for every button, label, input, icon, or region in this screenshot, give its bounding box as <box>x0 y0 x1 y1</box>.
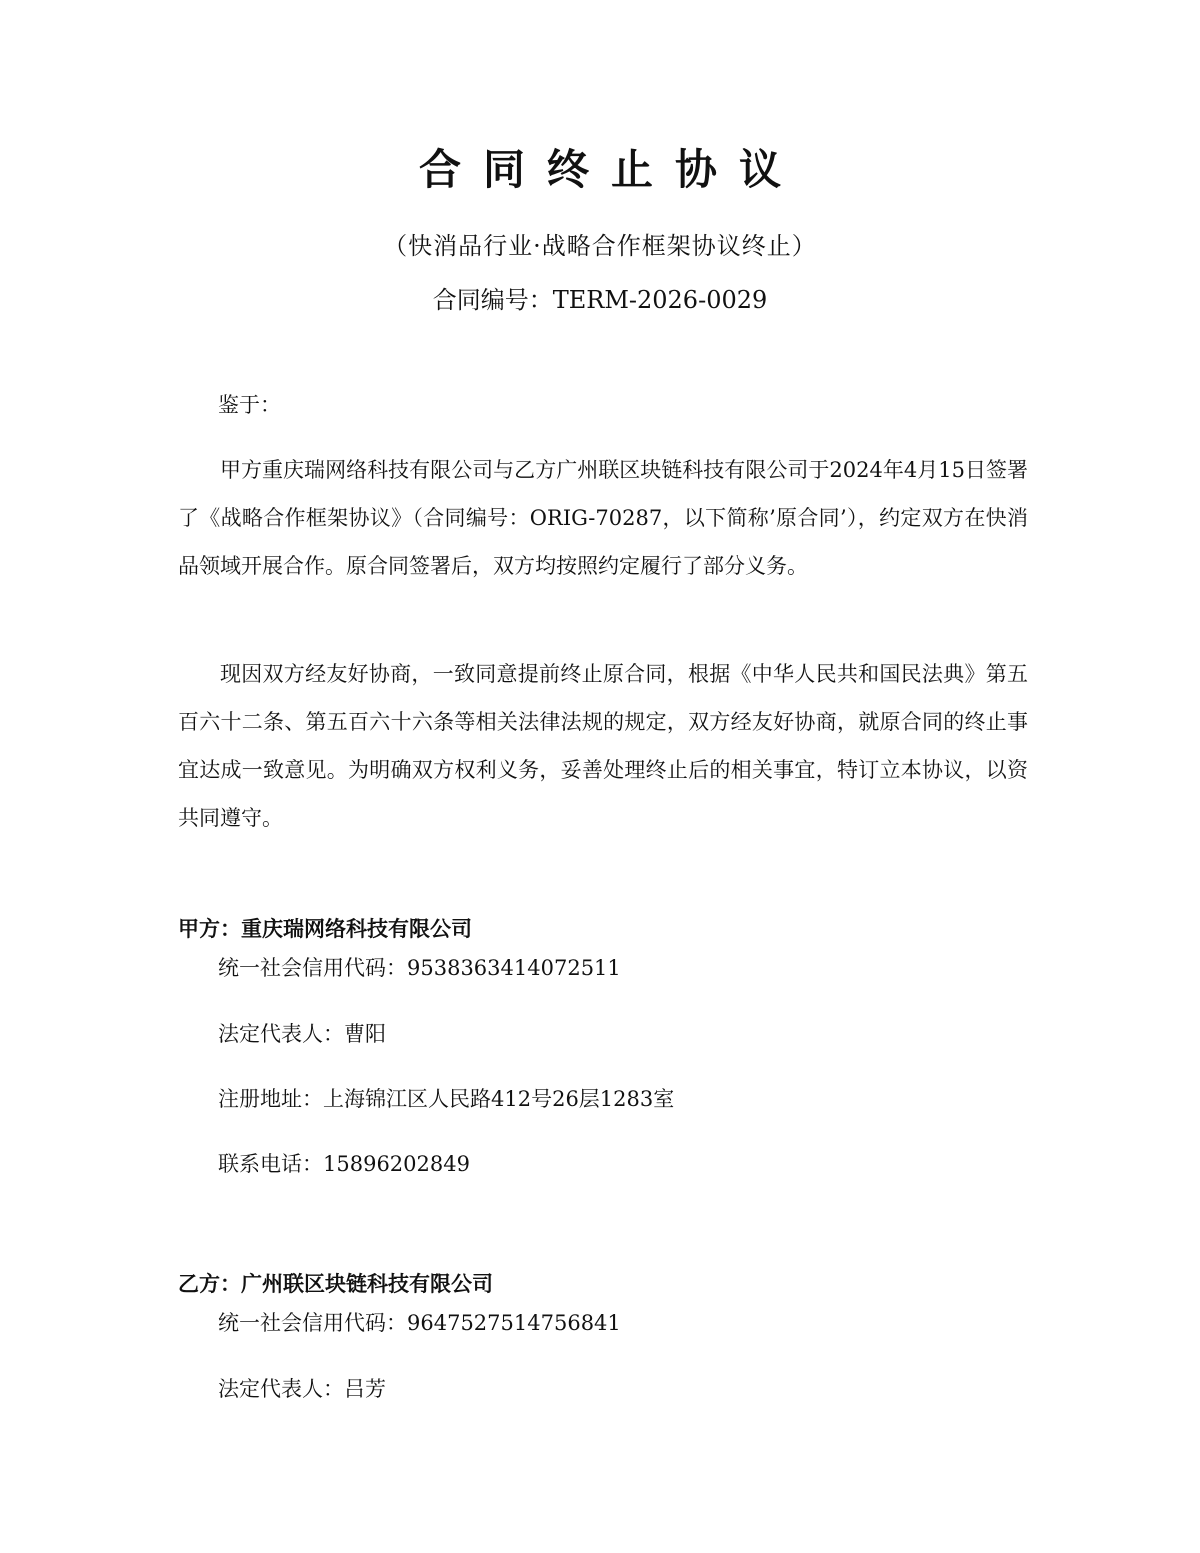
party-a-address: 注册地址：上海锦江区人民路412号26层1283室 <box>218 1087 675 1111</box>
party-b-heading: 乙方：广州联区块链科技有限公司 <box>178 1272 493 1296</box>
party-b-credit-code: 统一社会信用代码：9647527514756841 <box>218 1311 621 1335</box>
recital-paragraph-2: 现因双方经友好协商，一致同意提前终止原合同，根据《中华人民共和国民法典》第五百六十二条、第五百六十六条等相关法律法规的规定，双方经友好协商，就原合同的终止事宜达成一致意见。为明确双方权利义务，妥善处理终止后的相关事宜，特订立本协议，以资共同遵守。 <box>178 662 1028 830</box>
party-a-legal-representative: 法定代表人：曹阳 <box>218 1022 386 1046</box>
document-subtitle: （快消品行业·战略合作框架协议终止） <box>383 232 817 260</box>
party-b-legal-representative: 法定代表人：吕芳 <box>218 1377 386 1401</box>
contract-number-value: TERM-2026-0029 <box>552 286 768 314</box>
contract-number-label: 合同编号： <box>432 286 553 314</box>
contract-number <box>0 282 1200 318</box>
whereas-heading: 鉴于： <box>218 393 281 417</box>
document-title: 合同终止协议 <box>418 145 803 194</box>
recital-paragraph-1: 甲方重庆瑞网络科技有限公司与乙方广州联区块链科技有限公司于2024年4月15日签署了《战略合作框架协议》（合同编号：ORIG-70287，以下简称’原合同’），约定双方在快消品领域开展合作。原合同签署后，双方均按照约定履行了部分义务。 <box>178 458 1028 578</box>
party-a-heading: 甲方：重庆瑞网络科技有限公司 <box>178 917 472 941</box>
party-a-phone: 联系电话：15896202849 <box>218 1152 470 1176</box>
party-a-credit-code: 统一社会信用代码：9538363414072511 <box>218 956 621 980</box>
